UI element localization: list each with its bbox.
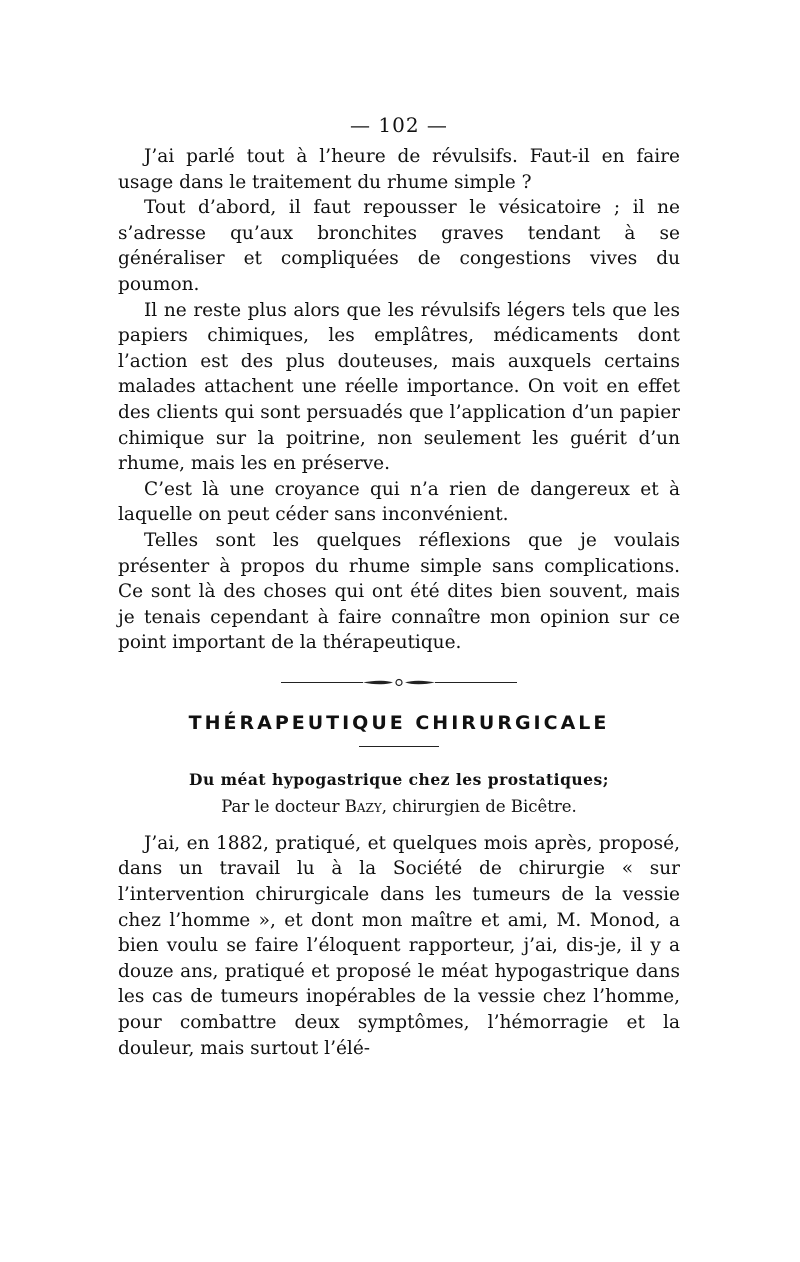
- ornament-divider: [281, 672, 517, 694]
- byline-prefix: Par le docteur: [221, 796, 345, 816]
- paragraph-vesicatoire: Tout d’abord, il faut repousser le vésicatoire ; il ne s’adresse qu’aux bronchites graves tendant à se généraliser et compliquées de congestions vives du poumon.: [118, 197, 680, 295]
- byline: [118, 795, 680, 819]
- section-title: THÉRAPEUTIQUE CHIRURGICALE: [188, 711, 610, 734]
- title-rule: [359, 746, 439, 747]
- ornament-flourish-icon: [363, 678, 435, 687]
- paragraph-meat-hypogastrique: J’ai, en 1882, pratiqué, et quelques mois après, proposé, dans un travail lu à la Société de chirurgie « sur l’intervention chirurgicale dans les tumeurs de la vessie chez l’homme », et dont mon maître et ami, M. Monod, a bien voulu se faire l’éloquent rapporteur, j’ai, dis-je, il y a douze ans, pratiqué et proposé le méat hypogastrique dans les cas de tumeurs inopérables de la vessie chez l’homme, pour combattre deux symptômes, l’hémorragie et la douleur, mais surtout l’élé-: [118, 832, 680, 1059]
- document-page: [118, 112, 680, 1061]
- paragraph-revulsifs-legers: Il ne reste plus alors que les révulsifs légers tels que les papiers chimiques, les emplâtres, médicaments dont l’action est des plus douteuses, mais auxquels certains malades attachent une réelle importance. On voit en effet des clients qui sont persuadés que l’application d’un papier chimique sur la poitrine, non seulement les guérit d’un rhume, mais les en préserve.: [118, 299, 680, 475]
- page-number: — 102 —: [350, 113, 448, 137]
- paragraph-reflexions: Telles sont les quelques réflexions que je voulais présenter à propos du rhume simple sans complications. Ce sont là des choses qui ont été dites bien souvent, mais je tenais cependant à faire connaître mon opinion sur ce point important de la thérapeutique.: [118, 529, 680, 654]
- paragraph-revulsifs: J’ai parlé tout à l’heure de révulsifs. Faut-il en faire usage dans le traitement du rhume simple ?: [118, 146, 680, 193]
- article-title: Du méat hypogastrique chez les prostatiques;: [189, 769, 609, 789]
- paragraph-croyance: C’est là une croyance qui n’a rien de dangereux et à laquelle on peut céder sans inconvénient.: [118, 478, 680, 526]
- byline-author: Bazy: [344, 796, 382, 816]
- byline-suffix: , chirurgien de Bicêtre.: [381, 796, 577, 816]
